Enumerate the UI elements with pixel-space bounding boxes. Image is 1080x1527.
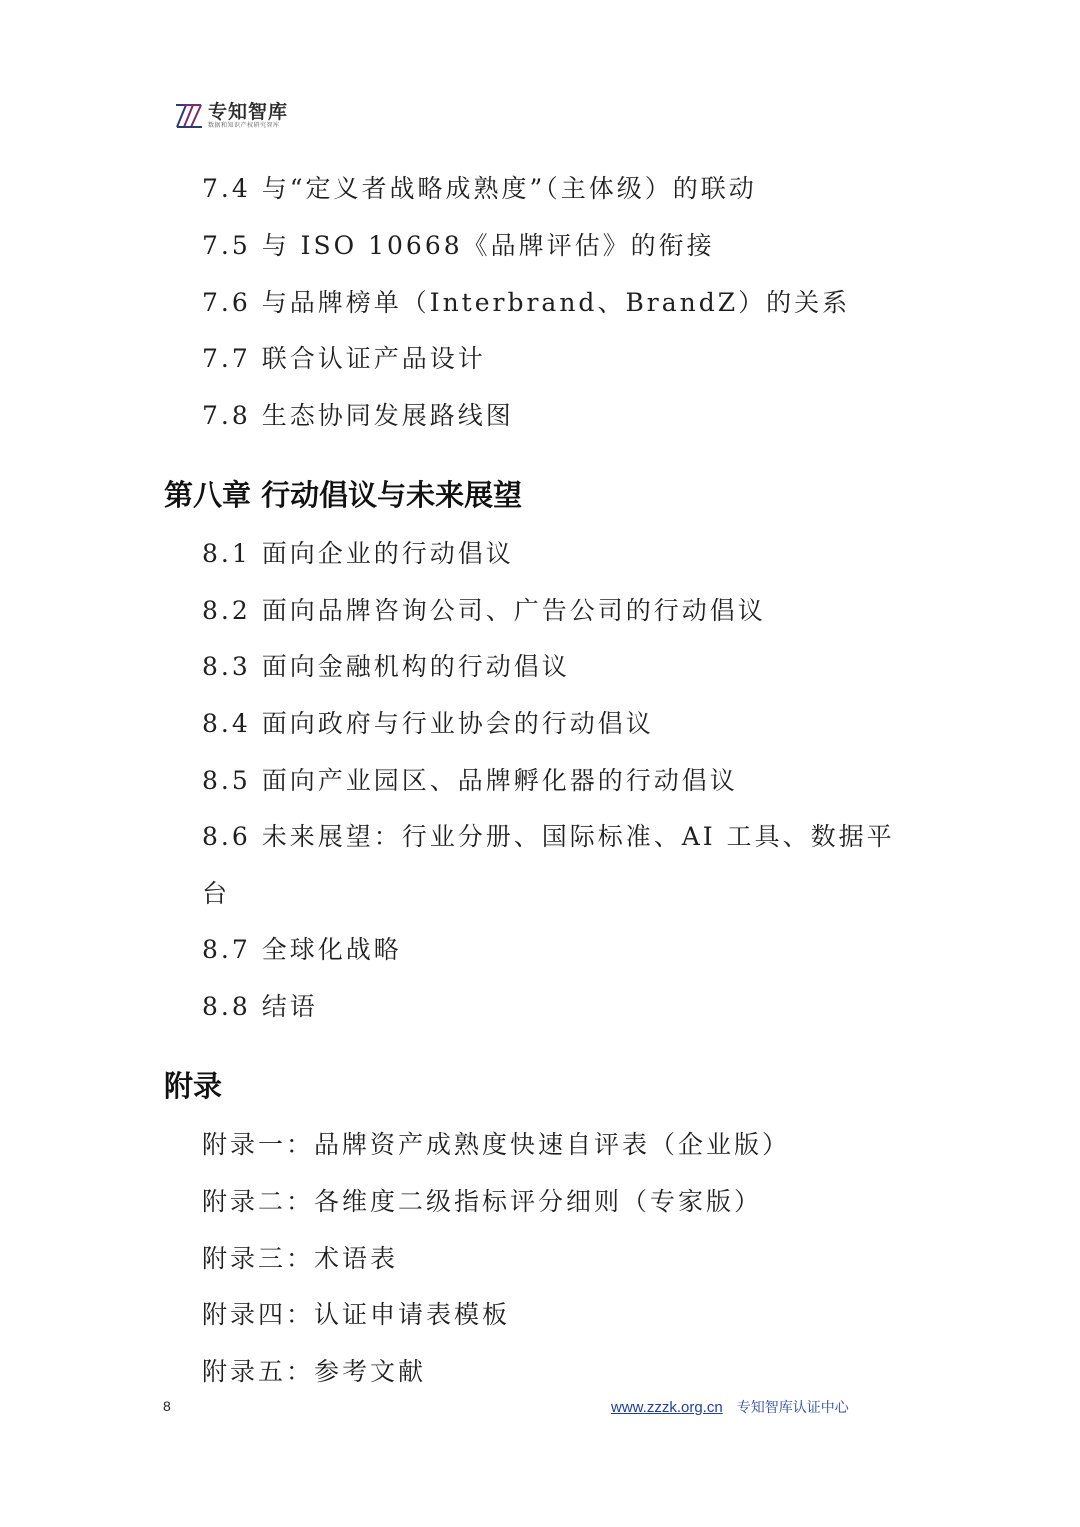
- toc-item-8-4: 8.4 面向政府与行业协会的行动倡议: [202, 709, 654, 738]
- zzzk-logo-icon: [174, 101, 204, 131]
- appendix-item-2: 附录二：各维度二级指标评分细则（专家版）: [202, 1187, 763, 1216]
- footer-info: [611, 1397, 849, 1417]
- appendix-item-4: 附录四：认证申请表模板: [202, 1300, 511, 1329]
- toc-item-7-7: 7.7 联合认证产品设计: [202, 344, 486, 373]
- logo-name: 专知智库: [208, 101, 289, 123]
- toc-item-8-7: 8.7 全球化战略: [202, 935, 402, 964]
- toc-item-8-5: 8.5 面向产业园区、品牌孵化器的行动倡议: [202, 766, 738, 795]
- appendix-title: 附录: [164, 1069, 223, 1103]
- appendix-item-5: 附录五：参考文献: [202, 1357, 427, 1386]
- toc-item-8-6-continued: 台: [202, 879, 231, 908]
- page-number: 8: [163, 1398, 171, 1414]
- toc-item-8-8: 8.8 结语: [202, 992, 318, 1021]
- footer-organization: 专知智库认证中心: [736, 1400, 849, 1416]
- toc-item-7-6: 7.6 与品牌榜单（Interbrand、BrandZ）的关系: [202, 288, 851, 317]
- website-link[interactable]: www.zzzk.org.cn: [611, 1399, 723, 1416]
- toc-item-7-5: 7.5 与 ISO 10668《品牌评估》的衔接: [202, 231, 715, 260]
- toc-item-8-3: 8.3 面向金融机构的行动倡议: [202, 652, 570, 681]
- logo-subtitle: 数据和知识产权研究智库: [208, 122, 280, 129]
- brand-logo: [174, 98, 288, 134]
- appendix-item-3: 附录三：术语表: [202, 1244, 399, 1273]
- appendix-item-1: 附录一：品牌资产成熟度快速自评表（企业版）: [202, 1130, 791, 1159]
- toc-item-8-1: 8.1 面向企业的行动倡议: [202, 539, 514, 568]
- toc-item-8-2: 8.2 面向品牌咨询公司、广告公司的行动倡议: [202, 596, 766, 625]
- chapter-8-title: 第八章 行动倡议与未来展望: [164, 478, 523, 512]
- toc-item-8-6: 8.6 未来展望：行业分册、国际标准、AI 工具、数据平: [202, 822, 895, 851]
- toc-item-7-8: 7.8 生态协同发展路线图: [202, 401, 514, 430]
- toc-item-7-4: 7.4 与“定义者战略成熟度”（主体级）的联动: [202, 174, 757, 203]
